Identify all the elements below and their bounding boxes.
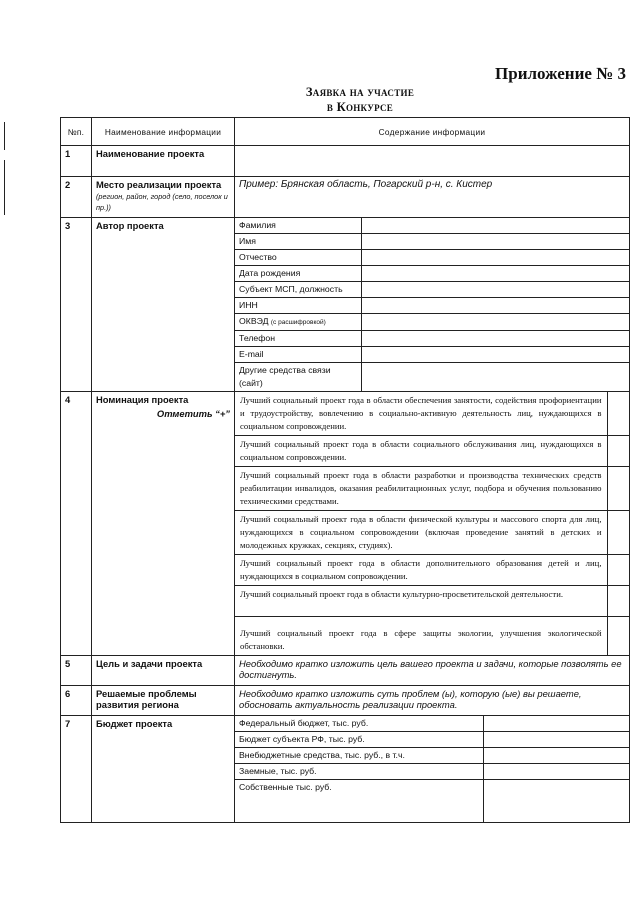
nominations	[235, 392, 630, 656]
nomination-text: Лучший социальный проект года в области культурно-просветительской деятельности.	[235, 586, 607, 617]
field-value[interactable]	[361, 266, 629, 282]
budget-label: Бюджет субъекта РФ, тыс. руб.	[235, 732, 483, 748]
goal-field[interactable]: Необходимо кратко изложить цель вашего проекта и задачи, которые позволять ее достигнуть.	[235, 656, 630, 686]
field-label: ИНН	[235, 298, 361, 314]
header-content: Содержание информации	[235, 118, 630, 146]
field-label: Телефон	[235, 331, 361, 347]
nomination-checkbox[interactable]	[607, 436, 629, 467]
field-label: Другие средства связи (сайт)	[235, 363, 361, 392]
budget-label: Внебюджетные средства, тыс. руб., в т.ч.	[235, 748, 483, 764]
table-row	[61, 686, 630, 716]
budget-value[interactable]	[483, 764, 629, 780]
table-row	[61, 218, 630, 392]
row-name-note: (регион, район, город (село, поселок и пр.))	[96, 192, 228, 212]
row-name: Бюджет проекта	[92, 716, 235, 823]
margin-line	[4, 160, 5, 215]
row-name	[92, 177, 235, 218]
table-row	[61, 656, 630, 686]
nomination-text: Лучший социальный проект года в области социального обслуживания лиц, нуждающихся в социальном сопровождении.	[235, 436, 607, 467]
row-num: 5	[61, 656, 92, 686]
nomination-checkbox[interactable]	[607, 617, 629, 656]
field-label	[235, 314, 361, 331]
table-header-row	[61, 118, 630, 146]
location-field[interactable]: Пример: Брянская область, Погарский р-н, с. Кистер	[235, 177, 630, 218]
nominations-subtable	[235, 392, 629, 655]
title-line-1: Заявка на участие	[305, 85, 415, 99]
field-label: Дата рождения	[235, 266, 361, 282]
field-value[interactable]	[361, 347, 629, 363]
field-label: Отчество	[235, 250, 361, 266]
budget-value[interactable]	[483, 732, 629, 748]
okved-label: ОКВЭД	[239, 316, 269, 326]
nomination-text: Лучший социальный проект года в сфере защиты экологии, улучшения экологической обстановки.	[240, 628, 602, 651]
field-value[interactable]	[361, 298, 629, 314]
field-label: Имя	[235, 234, 361, 250]
nomination-text: Лучший социальный проект года в области обеспечения занятости, содействия профориентации и трудоустройству, вовлечению в социально-активную деятельность лиц, нуждающихся в социальном сопровождении.	[235, 392, 607, 436]
field-label: E-mail	[235, 347, 361, 363]
document-title	[0, 85, 640, 115]
table-row	[61, 716, 630, 823]
budget-value[interactable]	[483, 748, 629, 764]
field-value[interactable]	[361, 331, 629, 347]
row-name: Цель и задачи проекта	[92, 656, 235, 686]
field-value[interactable]	[361, 363, 629, 392]
okved-note: (с расшифровкой)	[270, 319, 326, 326]
nomination-checkbox[interactable]	[607, 392, 629, 436]
table-row	[61, 177, 630, 218]
nomination-checkbox[interactable]	[607, 586, 629, 617]
nomination-text: Лучший социальный проект года в области дополнительного образования детей и лиц, нуждающихся в социальном сопровождении.	[235, 555, 607, 586]
field-label: Субъект МСП, должность	[235, 282, 361, 298]
mark-instruction: Отметить “+”	[156, 408, 230, 419]
row-name	[92, 392, 235, 656]
field-value[interactable]	[361, 234, 629, 250]
author-subtable	[235, 218, 629, 391]
field-value[interactable]	[361, 314, 629, 331]
project-name-field[interactable]	[235, 146, 630, 177]
table-row	[61, 146, 630, 177]
budget-label: Заемные, тыс. руб.	[235, 764, 483, 780]
nomination-checkbox[interactable]	[607, 511, 629, 555]
nomination-text: Лучший социальный проект года в области разработки и производства технических средств реабилитации инвалидов, оказания реабилитационных услуг, подбора и обучения пользованию техническими средствами.	[235, 467, 607, 511]
row-num: 1	[61, 146, 92, 177]
header-num: №п.	[61, 118, 92, 146]
header-name: Наименование информации	[92, 118, 235, 146]
row-name-text: Номинация проекта	[96, 394, 189, 405]
margin-line	[4, 122, 5, 150]
row-num: 2	[61, 177, 92, 218]
budget-value[interactable]	[483, 780, 629, 823]
budget-label: Собственные тыс. руб.	[235, 780, 483, 823]
field-value[interactable]	[361, 218, 629, 234]
nomination-checkbox[interactable]	[607, 555, 629, 586]
nomination-checkbox[interactable]	[607, 467, 629, 511]
row-name: Автор проекта	[92, 218, 235, 392]
author-fields	[235, 218, 630, 392]
row-num: 4	[61, 392, 92, 656]
nomination-text: Лучший социальный проект года в области физической культуры и массового спорта для лиц, нуждающихся в социальном сопровождении (включая проведение занятий в детских и молодежных кружках, секциях, студиях).	[235, 511, 607, 555]
row-num: 6	[61, 686, 92, 716]
row-name: Решаемые проблемы развития региона	[92, 686, 235, 716]
row-num: 7	[61, 716, 92, 823]
title-line-2: в Конкурсе	[326, 100, 394, 114]
table-row	[61, 392, 630, 656]
budget-subtable	[235, 716, 629, 822]
row-name-text: Место реализации проекта	[96, 179, 222, 190]
budget-value[interactable]	[483, 716, 629, 732]
field-value[interactable]	[361, 250, 629, 266]
row-name: Наименование проекта	[92, 146, 235, 177]
field-label: Фамилия	[235, 218, 361, 234]
budget-label: Федеральный бюджет, тыс. руб.	[235, 716, 483, 732]
budget-fields	[235, 716, 630, 823]
problems-field[interactable]: Необходимо кратко изложить суть проблем (ы), которую (ые) вы решаете, обосновать актуальность реализации проекта.	[235, 686, 630, 716]
application-form-table	[60, 117, 630, 823]
appendix-label: Приложение № 3	[495, 64, 626, 83]
row-num: 3	[61, 218, 92, 392]
field-value[interactable]	[361, 282, 629, 298]
